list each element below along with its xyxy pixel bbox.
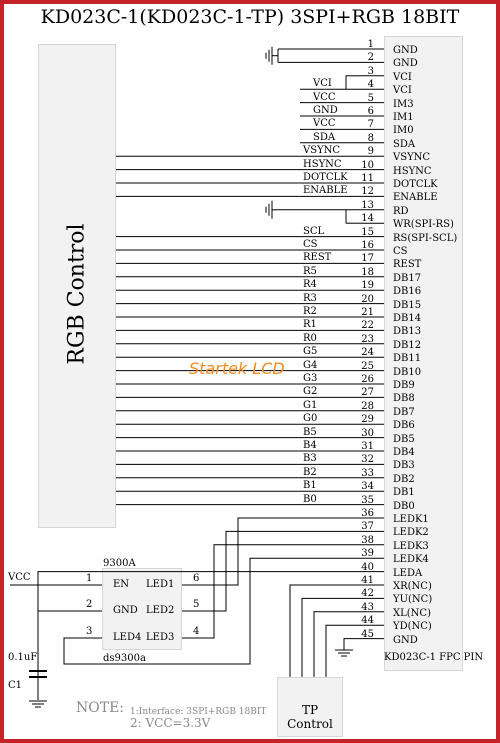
watermark: Startek LCD [189, 359, 285, 378]
pin-name-17: REST [393, 259, 422, 271]
pin-name-39: LEDK4 [393, 554, 429, 566]
pin-number-35: 35 [361, 494, 374, 506]
net-label-24: G5 [303, 346, 318, 358]
pin-number-38: 38 [361, 534, 374, 546]
pin-name-19: DB16 [393, 286, 422, 298]
net-label-19: R4 [303, 279, 317, 291]
pin-number-43: 43 [361, 601, 374, 613]
pin-number-9: 9 [367, 146, 374, 158]
pin-name-29: DB6 [393, 420, 415, 432]
pin-number-10: 10 [361, 159, 374, 171]
pin-name-45: GND [393, 634, 418, 646]
pin-name-13: RD [393, 205, 409, 217]
pin-number-39: 39 [361, 548, 374, 560]
pin-number-44: 44 [361, 615, 374, 627]
net-label-31: B4 [303, 440, 317, 451]
pin-name-2: GND [393, 58, 418, 70]
net-label-18: R5 [303, 265, 317, 277]
pin-number-31: 31 [361, 441, 374, 452]
net-label-9: VSYNC [303, 145, 341, 157]
pin-name-15: RS(SPI-SCL) [393, 232, 458, 244]
pin-name-41: XR(NC) [393, 581, 432, 592]
schematic-title: KD023C-1(KD023C-1-TP) 3SPI+RGB 18BIT [40, 6, 460, 28]
driver-pin-num-3: 3 [86, 626, 93, 637]
pin-name-7: IM0 [393, 125, 414, 137]
driver-pin-num-1: 1 [86, 573, 93, 584]
pin-number-26: 26 [361, 374, 374, 385]
pin-name-35: DB0 [393, 500, 415, 512]
pin-name-44: YD(NC) [393, 621, 432, 633]
net-label-34: B1 [303, 480, 317, 492]
driver-pin-led1: LED1 [146, 579, 175, 590]
ledk3-wire [182, 545, 362, 638]
net-label-23: R0 [303, 332, 317, 344]
pin-name-22: DB13 [393, 326, 422, 338]
pin-name-25: DB10 [393, 366, 422, 378]
note-heading: NOTE: [76, 700, 125, 716]
ledk1-wire [182, 518, 362, 585]
net-label-22: R1 [303, 319, 317, 331]
net-label-33: B2 [303, 466, 317, 478]
pin-name-14: WR(SPI-RS) [393, 219, 454, 231]
net-label-35: B0 [303, 493, 317, 505]
pin-name-5: IM3 [393, 98, 414, 110]
driver-name: 9300A [103, 558, 136, 569]
pin-number-42: 42 [361, 588, 374, 600]
pin-number-28: 28 [361, 400, 374, 412]
pin-number-15: 15 [361, 226, 374, 238]
net-label-5: VCC [313, 91, 336, 103]
net-label-26: G3 [303, 373, 318, 384]
note-line-2: 2: VCC=3.3V [130, 716, 211, 730]
cap-name: C1 [8, 680, 23, 691]
pin-number-29: 29 [361, 414, 374, 426]
pin-number-25: 25 [361, 360, 374, 372]
net-label-29: G0 [303, 413, 318, 425]
pin-name-42: YU(NC) [393, 594, 433, 606]
pin-name-34: DB1 [393, 487, 415, 499]
pin-number-36: 36 [361, 508, 374, 519]
pin-number-45: 45 [361, 628, 374, 640]
driver-pin-gnd: GND [113, 605, 138, 616]
pin-name-3: VCI [393, 71, 412, 83]
pin-name-16: CS [393, 246, 408, 257]
pin-name-9: VSYNC [393, 152, 431, 164]
pin-number-33: 33 [361, 467, 374, 479]
pin-name-10: HSYNC [393, 165, 432, 177]
driver-pin-en: EN [113, 579, 130, 590]
cap-plate-2 [29, 676, 47, 678]
net-label-11: DOTCLK [303, 172, 348, 183]
pin-name-37: LEDK2 [393, 527, 429, 539]
pin-number-4: 4 [367, 79, 374, 91]
pin-number-24: 24 [361, 347, 374, 359]
pin-number-20: 20 [361, 293, 374, 305]
pin-number-22: 22 [361, 320, 374, 332]
pin-number-23: 23 [361, 333, 374, 345]
net-label-7: VCC [313, 118, 336, 130]
pin-name-43: XL(NC) [393, 607, 431, 619]
pin-number-7: 7 [367, 119, 374, 131]
net-label-32: B3 [303, 453, 317, 465]
pin-number-30: 30 [361, 427, 374, 439]
pin-name-40: LEDA [393, 567, 423, 579]
pin-number-19: 19 [361, 280, 374, 292]
pin-number-40: 40 [361, 561, 374, 573]
driver-pin-led3: LED3 [146, 632, 175, 643]
pin-name-31: DB4 [393, 447, 415, 458]
pin-name-12: ENABLE [393, 192, 438, 204]
driver-pin-num-4: 4 [193, 626, 200, 637]
pin-name-27: DB8 [393, 393, 415, 405]
fpc-label: KD023C-1 FPC PIN [384, 652, 484, 663]
pin-number-12: 12 [361, 186, 374, 198]
net-label-8: SDA [313, 131, 336, 143]
pin-number-18: 18 [361, 266, 374, 278]
net-label-17: REST [303, 252, 332, 264]
pin45-gnd-wire [344, 639, 362, 650]
pin-name-6: IM1 [393, 112, 414, 123]
cap-value: 0.1uF [8, 652, 38, 663]
pin-name-18: DB17 [393, 272, 422, 284]
rgb-control-label: RGB Control [64, 223, 90, 365]
net-label-15: SCL [303, 225, 325, 237]
tp-wire-42 [302, 598, 362, 677]
net-label-16: CS [303, 239, 318, 250]
note-line-1: 1:Interface: 3SPI+RGB 18BIT [130, 707, 267, 717]
net-label-28: G1 [303, 399, 318, 411]
pin-number-17: 17 [361, 253, 374, 265]
pin-name-24: DB11 [393, 353, 422, 365]
net-label-6: GND [313, 105, 338, 116]
pin-name-30: DB5 [393, 433, 415, 445]
net-label-21: R2 [303, 306, 317, 317]
driver-pin-num-5: 5 [193, 599, 200, 610]
pin-number-21: 21 [361, 307, 374, 318]
pin-name-38: LEDK3 [393, 540, 429, 552]
pin-number-8: 8 [367, 132, 374, 144]
pin-number-32: 32 [361, 454, 374, 466]
pin-name-32: DB3 [393, 460, 415, 472]
net-label-27: G2 [303, 386, 318, 398]
pin-number-37: 37 [361, 521, 374, 533]
net-label-12: ENABLE [303, 185, 348, 197]
vcc-label: VCC [8, 572, 31, 583]
net-label-4: VCI [313, 78, 332, 90]
pin-name-28: DB7 [393, 406, 415, 418]
pin-name-20: DB15 [393, 299, 422, 311]
net-label-30: B5 [303, 426, 317, 438]
pin-name-23: DB12 [393, 339, 422, 351]
pin-number-5: 5 [367, 92, 374, 104]
pin-number-11: 11 [361, 173, 374, 184]
pin-number-6: 6 [367, 106, 374, 117]
driver-pin-led2: LED2 [146, 605, 175, 616]
pin-name-11: DOTCLK [393, 179, 438, 190]
pin-name-26: DB9 [393, 380, 415, 391]
pin-name-36: LEDK1 [393, 514, 429, 525]
pin-name-4: VCI [393, 85, 412, 97]
pin-number-14: 14 [361, 213, 374, 225]
pin-name-21: DB14 [393, 313, 422, 324]
pin-name-33: DB2 [393, 473, 415, 485]
pin-number-41: 41 [361, 575, 374, 586]
pin-number-13: 13 [361, 199, 374, 211]
pin-name-1: GND [393, 45, 418, 56]
driver-part: ds9300a [103, 653, 146, 664]
pin-number-3: 3 [367, 65, 374, 77]
pin-name-8: SDA [393, 138, 416, 150]
pin-number-16: 16 [361, 240, 374, 251]
pin-number-1: 1 [367, 39, 374, 50]
pin-number-2: 2 [367, 52, 374, 64]
tp-control-label: TP Control [287, 703, 333, 731]
chip-gnd-wire [38, 611, 102, 690]
driver-pin-led4: LED4 [113, 632, 142, 643]
driver-pin-num-6: 6 [193, 573, 200, 584]
driver-pin-num-2: 2 [86, 599, 93, 610]
cap-plate-1 [29, 670, 47, 672]
net-label-25: G4 [303, 359, 318, 371]
net-label-20: R3 [303, 292, 317, 304]
pin-number-34: 34 [361, 481, 374, 493]
pin-number-27: 27 [361, 387, 374, 399]
net-label-10: HSYNC [303, 158, 342, 170]
